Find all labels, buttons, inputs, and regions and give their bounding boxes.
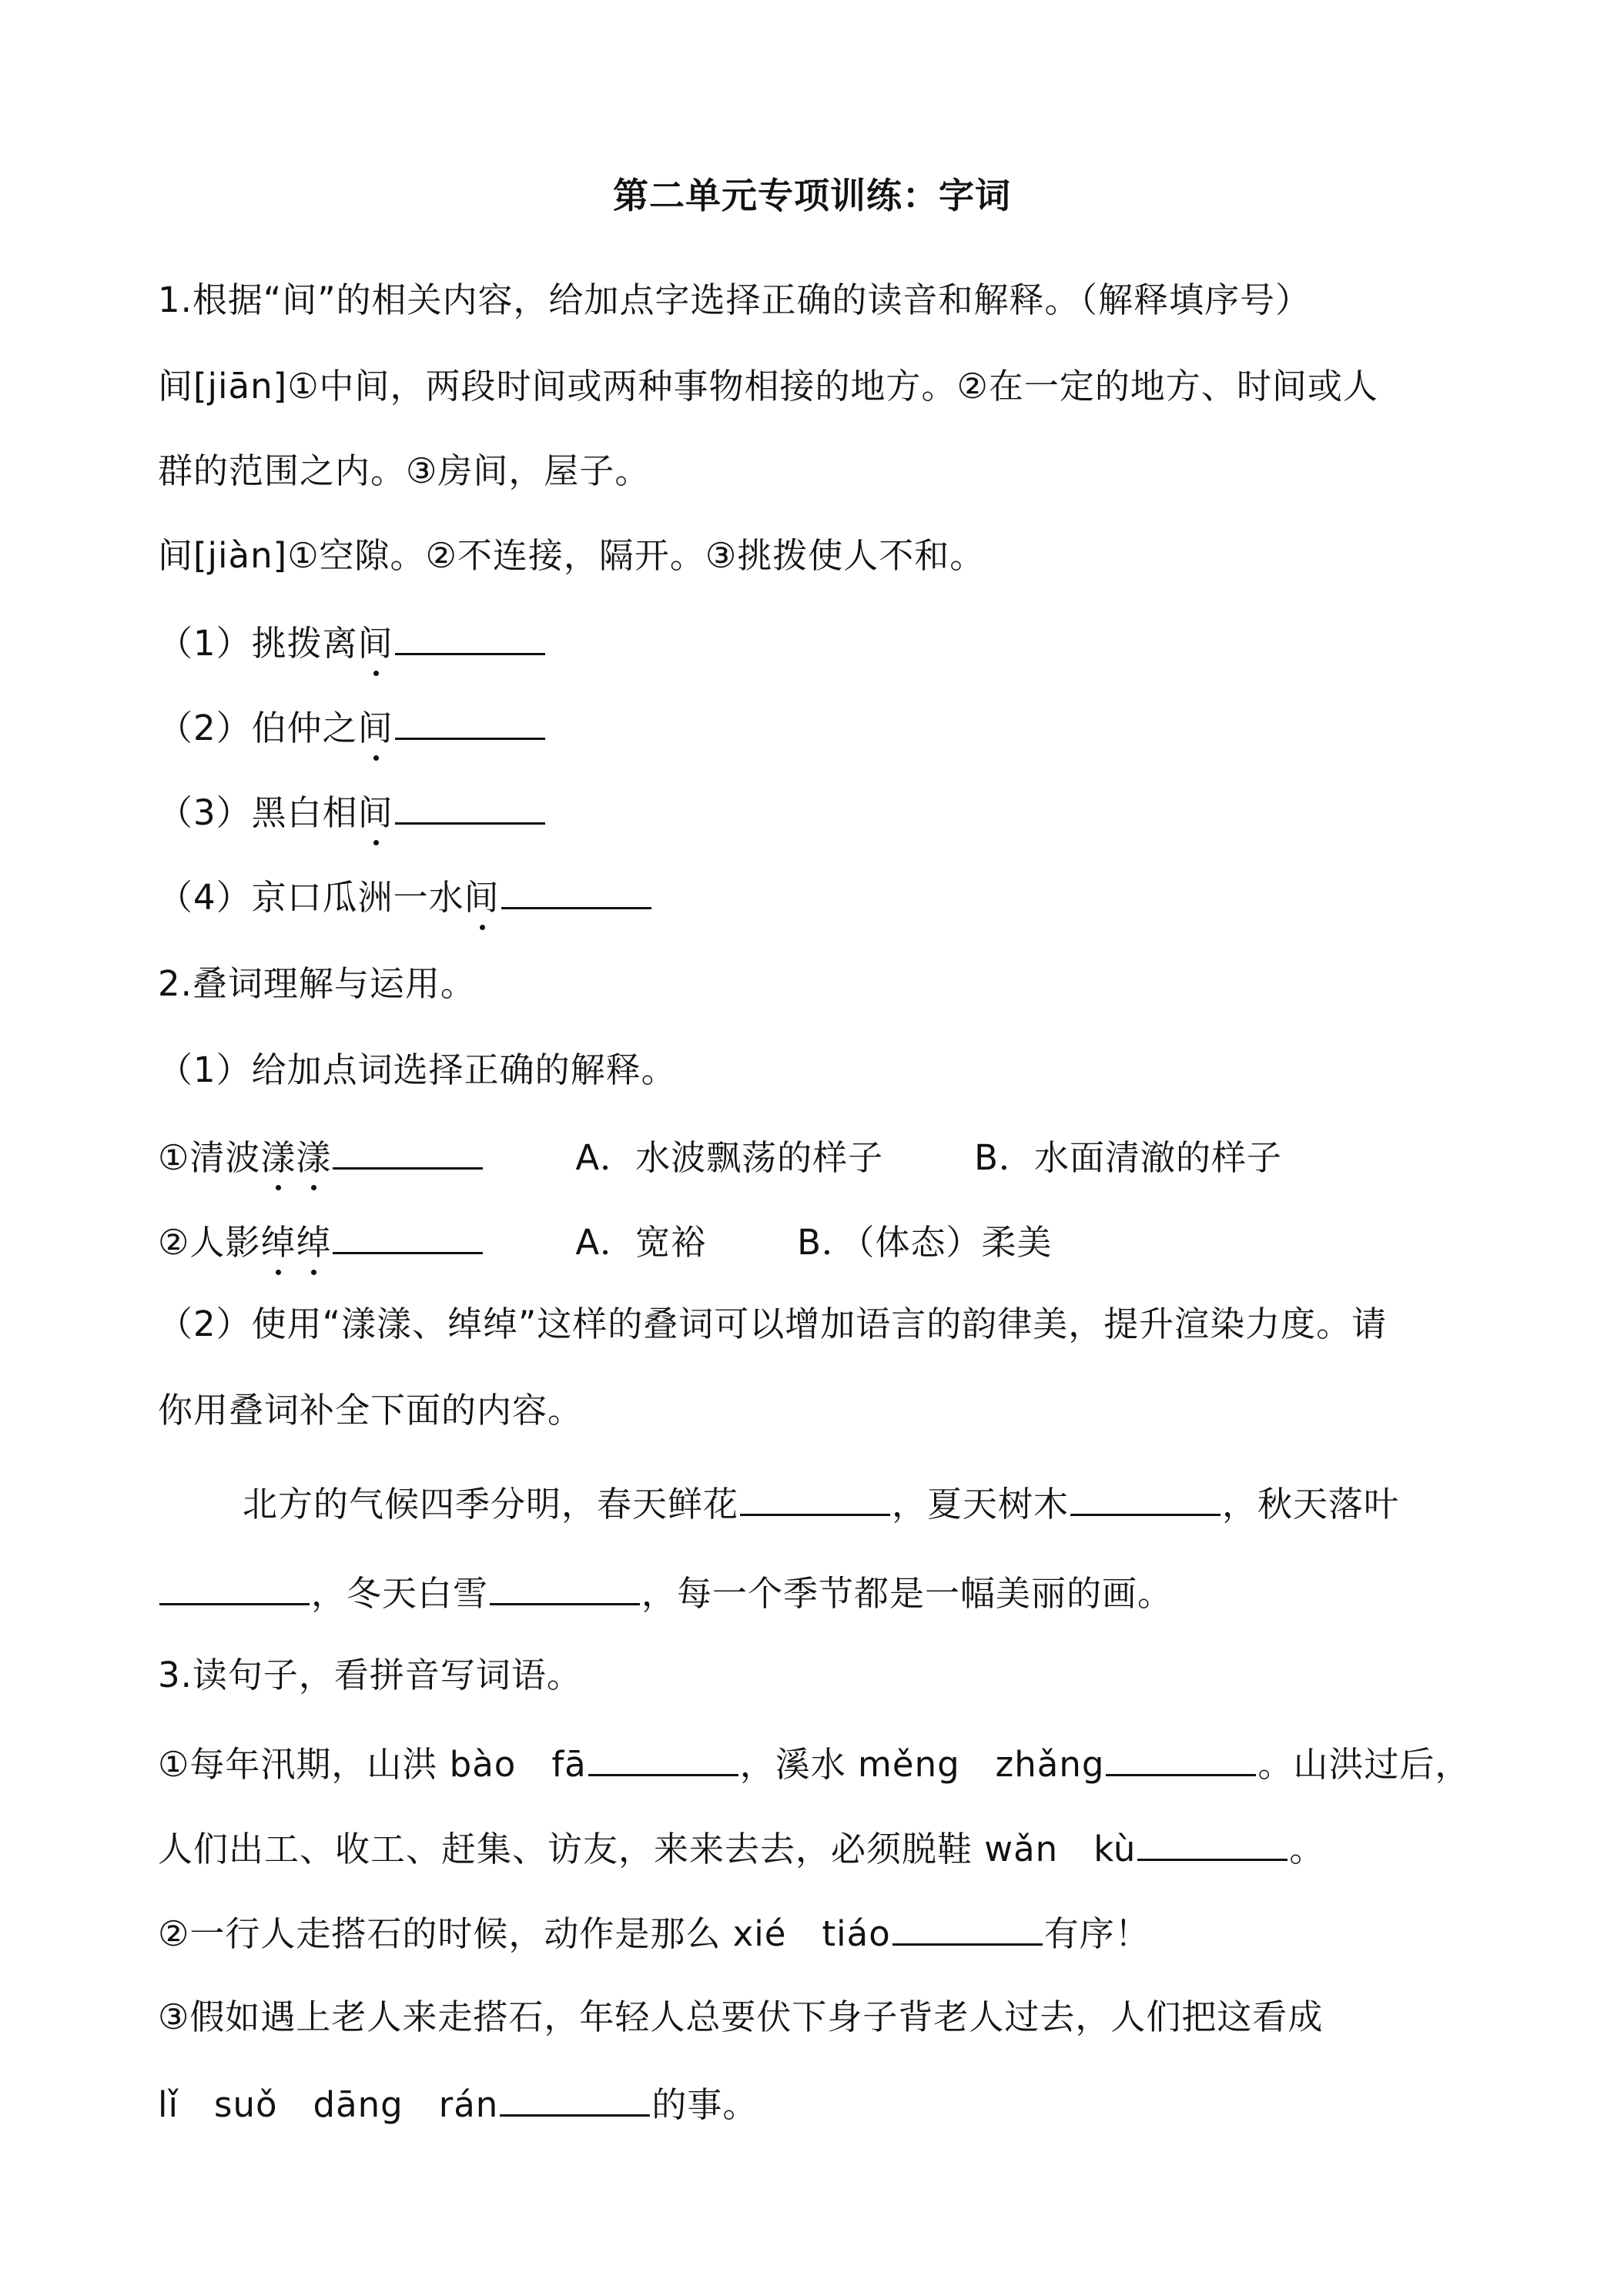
q2-opt2-choice-a: A．宽裕 xyxy=(575,1222,707,1263)
q2-para-summer: ，夏天树木 xyxy=(892,1484,1070,1525)
q1-item-4-answer-blank[interactable] xyxy=(501,872,651,909)
q3-s2-text-b: 有序！ xyxy=(1043,1913,1150,1954)
q2-option-row-1 xyxy=(158,1132,1282,1181)
q2-opt1-dotted-char-1: 漾 xyxy=(260,1135,296,1181)
q1-definition-jian1-line1: 间[jiān]①中间，两段时间或两种事物相接的地方。②在一定的地方、时间或人 xyxy=(158,366,1378,407)
q2-opt1-choice-a: A．水波飘荡的样子 xyxy=(575,1137,884,1178)
q3-sentence3-line2 xyxy=(158,2079,758,2128)
q2-autumn-blank[interactable] xyxy=(159,1568,310,1605)
q3-stem: 3.读句子，看拼音写词语。 xyxy=(158,1655,582,1695)
q2-paragraph-line2 xyxy=(158,1568,1173,1617)
q2-option-row-2 xyxy=(158,1217,1053,1266)
q2-sub1: （1）给加点词选择正确的解释。 xyxy=(158,1049,677,1090)
q2-para-spring: 北方的气候四季分明，春天鲜花 xyxy=(243,1484,739,1525)
q2-opt2-answer-blank[interactable] xyxy=(333,1217,483,1254)
q3-s1-text-c: 。山洪过后， xyxy=(1257,1744,1471,1785)
q3-sentence3-line1: ③假如遇上老人来走搭石，年轻人总要伏下身子背老人过去，人们把这看成 xyxy=(158,1996,1324,2037)
q1-item-4-text: （4）京口瓜洲一水 xyxy=(158,877,464,918)
q1-definition-jian4: 间[jiàn]①空隙。②不连接，隔开。③挑拨使人不和。 xyxy=(158,535,986,576)
q3-s2-text-a: ②一行人走搭石的时候，动作是那么 xié tiáo xyxy=(158,1913,891,1954)
q2-para-end: ，每一个季节都是一幅美丽的画。 xyxy=(641,1573,1174,1614)
q1-item-3-dotted-char: 间 xyxy=(358,790,393,836)
q3-s3-pinyin: lǐ suǒ dāng rán xyxy=(158,2084,499,2125)
q3-s1-text-d: 人们出工、收工、赶集、访友，来来去去，必须脱鞋 wǎn kù xyxy=(158,1829,1137,1869)
q3-xietiao-blank[interactable] xyxy=(892,1908,1043,1946)
q1-item-2-text: （2）伯仲之 xyxy=(158,708,358,748)
q1-item-2-answer-blank[interactable] xyxy=(395,702,545,740)
q2-opt2-text: ②人影 xyxy=(158,1222,261,1263)
q3-s1-text-a: ①每年汛期，山洪 bào fā xyxy=(158,1744,587,1785)
q2-spring-blank[interactable] xyxy=(740,1478,890,1516)
q1-item-4-dotted-char: 间 xyxy=(464,875,500,921)
q3-baofa-blank[interactable] xyxy=(588,1739,738,1776)
q1-item-1-dotted-char: 间 xyxy=(358,621,393,667)
page-title: 第二单元专项训练：字词 xyxy=(613,175,1011,216)
q3-s3-text-c: 的事。 xyxy=(651,2084,758,2125)
q3-sentence2 xyxy=(158,1908,1150,1957)
q2-opt2-dotted-char-2: 绰 xyxy=(296,1220,331,1266)
q1-item-2 xyxy=(158,702,547,751)
q2-summer-blank[interactable] xyxy=(1070,1478,1221,1516)
q1-item-2-dotted-char: 间 xyxy=(358,705,393,751)
q1-item-3-text: （3）黑白相 xyxy=(158,792,358,833)
q1-definition-jian1-line2: 群的范围之内。③房间，屋子。 xyxy=(158,450,651,491)
q2-opt2-choice-b: B．（体态）柔美 xyxy=(797,1222,1053,1263)
q3-sentence1-line2 xyxy=(158,1823,1324,1873)
q2-paragraph-line1 xyxy=(243,1478,1399,1528)
q1-stem: 1.根据“间”的相关内容，给加点字选择正确的读音和解释。（解释填序号） xyxy=(158,279,1311,320)
q2-sub2-line1: （2）使用“漾漾、绰绰”这样的叠词可以增加语言的韵律美，提升渲染力度。请 xyxy=(158,1304,1388,1344)
q1-item-4 xyxy=(158,872,653,921)
q2-sub2-line2: 你用叠词补全下面的内容。 xyxy=(158,1390,584,1431)
q2-stem: 2.叠词理解与运用。 xyxy=(158,963,476,1004)
q1-item-1 xyxy=(158,618,547,667)
q2-winter-blank[interactable] xyxy=(490,1568,640,1605)
q2-para-autumn: ，秋天落叶 xyxy=(1222,1484,1400,1525)
q1-item-1-text: （1）挑拨离 xyxy=(158,623,358,664)
q2-opt1-dotted-char-2: 漾 xyxy=(296,1135,331,1181)
q2-opt1-text: ①清波 xyxy=(158,1137,261,1178)
q3-s1-text-e: 。 xyxy=(1289,1829,1325,1869)
q1-item-3 xyxy=(158,787,547,836)
q3-s1-text-b: ，溪水 měng zhǎng xyxy=(739,1744,1105,1785)
q2-para-winter: ，冬天白雪 xyxy=(311,1573,489,1614)
q2-opt1-choice-b: B．水面清澈的样子 xyxy=(974,1137,1283,1178)
q3-lisuodangran-blank[interactable] xyxy=(500,2079,650,2117)
q3-sentence1-line1 xyxy=(158,1739,1470,1788)
q3-wanku-blank[interactable] xyxy=(1137,1823,1287,1861)
q2-opt2-dotted-char-1: 绰 xyxy=(260,1220,296,1266)
q2-opt1-answer-blank[interactable] xyxy=(333,1132,483,1170)
q3-mengzhang-blank[interactable] xyxy=(1106,1739,1256,1776)
q1-item-1-answer-blank[interactable] xyxy=(395,618,545,655)
q1-item-3-answer-blank[interactable] xyxy=(395,787,545,825)
